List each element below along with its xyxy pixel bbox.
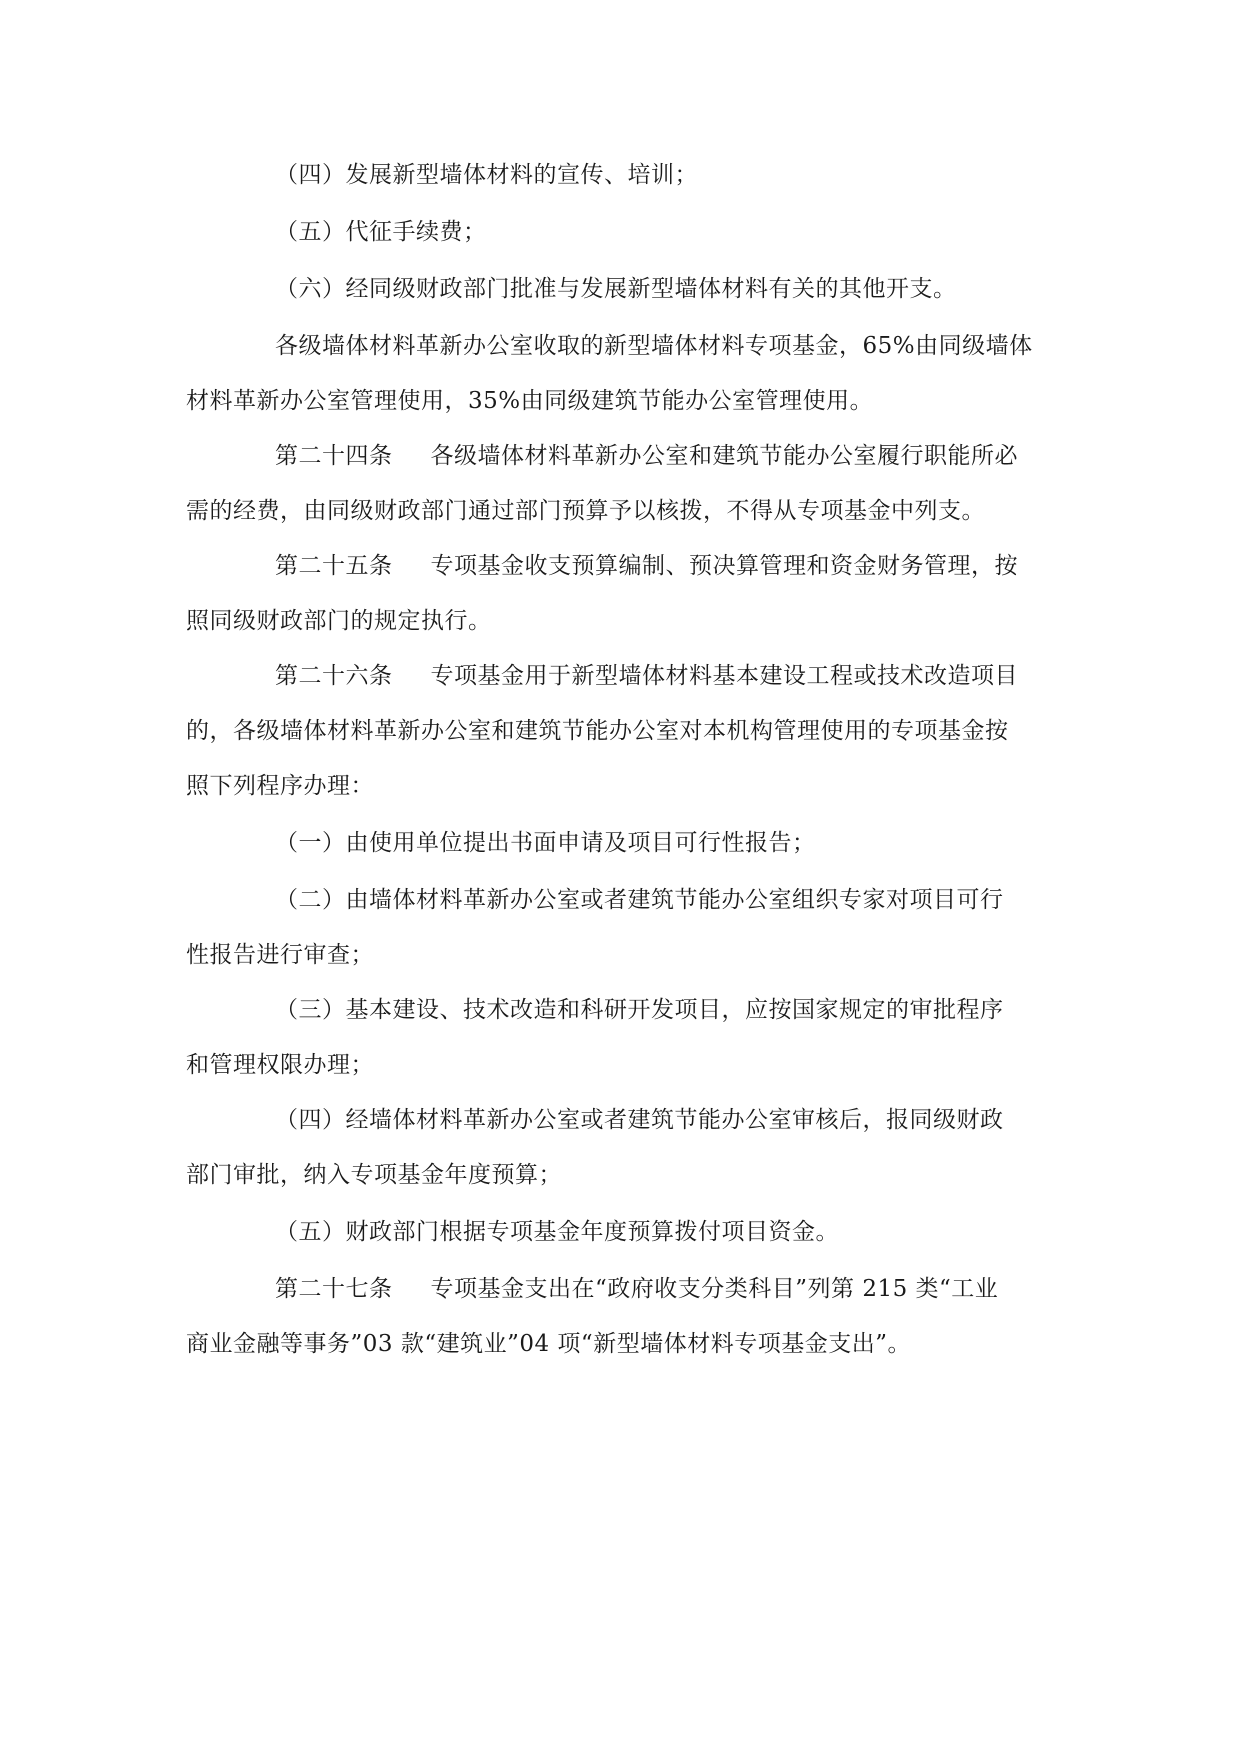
paragraph-line: 的，各级墙体材料革新办公室和建筑节能办公室对本机构管理使用的专项基金按 (186, 718, 1009, 744)
article-line (275, 1274, 998, 1304)
article-line (275, 551, 1018, 581)
paragraph-line: （六）经同级财政部门批准与发展新型墙体材料有关的其他开支。 (275, 276, 957, 302)
paragraph-line: （四）经墙体材料革新办公室或者建筑节能办公室审核后，报同级财政 (275, 1107, 1004, 1133)
article-line (275, 441, 1018, 471)
paragraph-line: （四）发展新型墙体材料的宣传、培训； (275, 162, 698, 188)
article-text: 专项基金用于新型墙体材料基本建设工程或技术改造项目 (430, 663, 1018, 689)
paragraph-line: 部门审批，纳入专项基金年度预算； (186, 1162, 562, 1188)
article-number: 第二十四条 (275, 443, 393, 469)
article-line (275, 661, 1018, 691)
article-text: 各级墙体材料革新办公室和建筑节能办公室履行职能所必 (430, 443, 1018, 469)
paragraph-line: （五）代征手续费； (275, 219, 487, 245)
paragraph-line: （五）财政部门根据专项基金年度预算拨付项目资金。 (275, 1219, 839, 1245)
paragraph-line: （一）由使用单位提出书面申请及项目可行性报告； (275, 830, 816, 856)
article-number: 第二十六条 (275, 663, 393, 689)
paragraph-line: 各级墙体材料革新办公室收取的新型墙体材料专项基金，65%由同级墙体 (275, 333, 1033, 359)
paragraph-line: 需的经费，由同级财政部门通过部门预算予以核拨，不得从专项基金中列支。 (186, 498, 985, 524)
article-number: 第二十七条 (275, 1276, 393, 1302)
paragraph-line: （三）基本建设、技术改造和科研开发项目，应按国家规定的审批程序 (275, 997, 1004, 1023)
paragraph-line: 商业金融等事务”03 款“建筑业”04 项“新型墙体材料专项基金支出”。 (186, 1331, 911, 1357)
paragraph-line: 照同级财政部门的规定执行。 (186, 608, 492, 634)
paragraph-line: （二）由墙体材料革新办公室或者建筑节能办公室组织专家对项目可行 (275, 887, 1004, 913)
article-number: 第二十五条 (275, 553, 393, 579)
paragraph-line: 和管理权限办理； (186, 1052, 374, 1078)
paragraph-line: 材料革新办公室管理使用，35%由同级建筑节能办公室管理使用。 (186, 388, 874, 414)
paragraph-line: 照下列程序办理： (186, 773, 374, 799)
paragraph-line: 性报告进行审查； (186, 942, 374, 968)
article-text: 专项基金收支预算编制、预决算管理和资金财务管理，按 (430, 553, 1018, 579)
article-text: 专项基金支出在“政府收支分类科目”列第 215 类“工业 (430, 1276, 999, 1302)
